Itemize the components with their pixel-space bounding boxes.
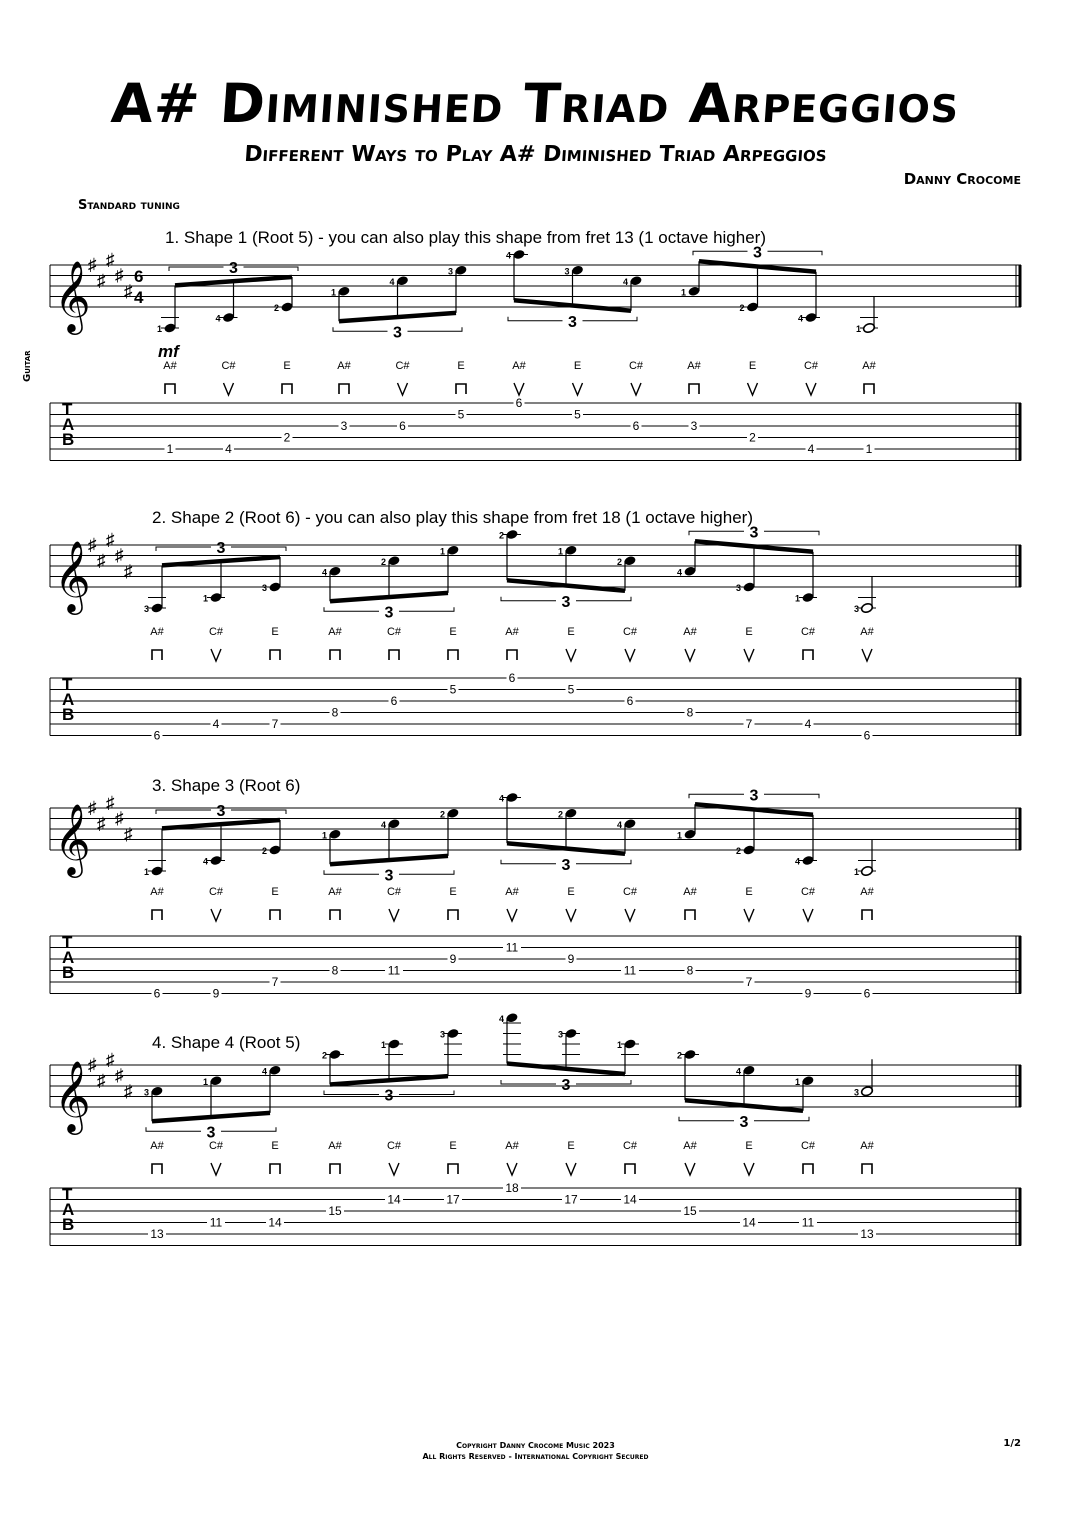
note-name: A# [337, 360, 351, 372]
downstroke-icon [689, 384, 699, 394]
triplet-number: 3 [749, 787, 759, 805]
finger-number: 1 [677, 830, 683, 841]
downstroke-icon [864, 384, 874, 394]
tab-fret-number: 6 [153, 728, 161, 743]
upstroke-icon [224, 383, 234, 395]
finger-number: 3 [440, 1029, 446, 1040]
tab-fret-number: 7 [271, 975, 279, 989]
system-shape-2 [0, 505, 1071, 743]
key-sharp-icon: ♯ [115, 265, 124, 285]
rights-line: All Rights Reserved - International Copyright Secured [422, 1452, 649, 1461]
notes-group [157, 244, 878, 456]
tab-staff [50, 400, 1021, 461]
finger-number: 4 [617, 819, 623, 830]
tab-fret-number: 9 [212, 986, 220, 1001]
note-name: C# [386, 886, 402, 898]
tab-fret-number: 15 [683, 1204, 697, 1218]
triplet-number: 3 [393, 324, 402, 342]
downstroke-icon [803, 650, 813, 660]
note-name: A# [150, 626, 164, 638]
triplet-number: 3 [384, 1087, 394, 1105]
time-sig-bottom: 4 [134, 288, 144, 307]
dynamic-marking: mf [158, 342, 179, 361]
note-name: A# [683, 1140, 697, 1152]
note-name: A# [860, 626, 874, 638]
upstroke-icon [514, 383, 524, 395]
upstroke-icon [566, 1163, 576, 1175]
triplet-number: 3 [216, 540, 226, 557]
upstroke-icon [389, 909, 399, 921]
note-name: C# [221, 360, 236, 372]
instrument-label: Guitar [22, 350, 33, 382]
note-name: E [283, 360, 291, 372]
finger-number: 1 [322, 830, 328, 841]
downstroke-icon [270, 1164, 280, 1174]
finger-number: 3 [144, 1087, 150, 1098]
upstroke-icon [398, 383, 408, 395]
note-name: E [457, 360, 465, 372]
note-name: E [745, 626, 753, 638]
note-name: E [573, 360, 582, 372]
upstroke-icon [803, 909, 813, 921]
note-name: C# [395, 360, 410, 372]
upstroke-icon [389, 1163, 399, 1175]
note-name: E [449, 626, 457, 638]
tab-fret-number: 8 [686, 705, 694, 720]
tab-clef-letter: B [62, 1215, 75, 1234]
triplet-number: 3 [384, 604, 394, 622]
treble-clef-icon: 𝄞 [54, 542, 91, 611]
tab-fret-number: 18 [505, 1181, 519, 1195]
tab-fret-number: 11 [801, 1215, 815, 1230]
downstroke-icon [862, 1164, 872, 1174]
finger-number: 2 [440, 809, 446, 820]
tab-fret-number: 6 [863, 986, 871, 1001]
tab-staff [50, 933, 1021, 994]
note-name: E [567, 1140, 575, 1152]
triplet-number: 3 [753, 244, 762, 262]
note-name: A# [505, 626, 519, 638]
tab-fret-number: 9 [449, 952, 457, 966]
tab-fret-number: 4 [212, 717, 220, 731]
downstroke-icon [507, 650, 517, 660]
upstroke-icon [625, 909, 635, 921]
note-name: C# [386, 1140, 402, 1152]
upstroke-icon [806, 383, 816, 395]
tab-fret-number: 5 [449, 682, 457, 697]
note-name: E [271, 1140, 279, 1152]
downstroke-icon [389, 650, 399, 660]
upstroke-icon [744, 1163, 754, 1175]
note-name: C# [208, 886, 224, 898]
note-name: C# [622, 1140, 638, 1152]
tab-fret-number: 4 [804, 717, 812, 731]
finger-number: 4 [677, 567, 683, 578]
triplet-number: 3 [229, 260, 238, 277]
tab-fret-number: 9 [567, 952, 575, 966]
tab-clef-letter: A [62, 1200, 75, 1219]
tab-fret-number: 14 [268, 1215, 282, 1230]
system-shape-3 [0, 773, 1071, 1001]
note-name: E [449, 1140, 457, 1152]
tab-fret-number: 3 [340, 419, 348, 433]
tab-fret-number: 8 [331, 963, 339, 978]
upstroke-icon [211, 649, 221, 661]
downstroke-icon [456, 384, 466, 394]
finger-number: 1 [440, 546, 446, 557]
downstroke-icon [330, 650, 340, 660]
tab-clef-letter: T [62, 400, 73, 419]
tab-clef-letter: A [62, 948, 75, 967]
note-name: E [748, 360, 757, 372]
finger-number: 1 [795, 593, 801, 604]
tab-clef-letter: T [62, 675, 73, 694]
finger-number: 2 [739, 303, 745, 313]
tab-fret-number: 13 [860, 1227, 874, 1241]
note-name: A# [862, 360, 876, 372]
triplet-number: 3 [561, 593, 571, 611]
notation-svg [0, 505, 1071, 743]
tab-clef-letter: A [62, 690, 75, 709]
downstroke-icon [448, 1164, 458, 1174]
upstroke-icon [507, 1163, 517, 1175]
key-sharp-icon: ♯ [88, 1055, 97, 1074]
downstroke-icon [330, 1164, 340, 1174]
note-name: C# [800, 626, 816, 638]
key-sharp-icon: ♯ [97, 1070, 106, 1090]
note-name: A# [683, 886, 697, 898]
tab-fret-number: 13 [150, 1227, 164, 1241]
note-name: E [271, 886, 279, 898]
finger-number: 1 [558, 546, 564, 557]
note-name: C# [628, 360, 644, 372]
finger-number: 2 [617, 556, 623, 567]
composer-name: Danny Crocome [903, 170, 1021, 188]
finger-number: 4 [215, 313, 221, 324]
finger-number: 4 [203, 856, 209, 867]
key-sharp-icon: ♯ [115, 1065, 124, 1085]
upstroke-icon [211, 909, 221, 921]
finger-number: 3 [262, 583, 268, 593]
tab-fret-number: 6 [390, 694, 398, 708]
note-name: E [567, 886, 575, 898]
note-name: C# [622, 626, 638, 638]
key-sharp-icon: ♯ [124, 281, 133, 301]
finger-number: 4 [506, 250, 512, 261]
upstroke-icon [507, 909, 517, 921]
upstroke-icon [631, 383, 641, 395]
upstroke-icon [566, 909, 576, 921]
finger-number: 4 [795, 856, 801, 867]
downstroke-icon [862, 910, 872, 920]
downstroke-icon [282, 384, 292, 394]
finger-number: 4 [499, 793, 505, 804]
notation-svg [0, 225, 1071, 470]
notation-svg [0, 773, 1071, 1001]
tab-fret-number: 14 [623, 1192, 637, 1207]
tab-fret-number: 4 [225, 442, 232, 456]
note-name: A# [505, 886, 519, 898]
upstroke-icon [566, 649, 576, 661]
note-name: E [745, 886, 753, 898]
note-name: C# [622, 886, 638, 898]
finger-number: 3 [854, 1087, 860, 1098]
key-sharp-icon: ♯ [124, 824, 133, 844]
key-sharp-icon: ♯ [106, 529, 115, 549]
finger-number: 2 [499, 530, 505, 541]
tab-fret-number: 11 [505, 940, 519, 955]
key-sharp-icon: ♯ [97, 813, 106, 833]
finger-number: 4 [736, 1066, 742, 1077]
key-sharp-icon: ♯ [106, 792, 115, 812]
finger-number: 2 [274, 303, 280, 313]
key-sharp-icon: ♯ [115, 808, 124, 828]
downstroke-icon [152, 910, 162, 920]
finger-number: 3 [144, 604, 150, 614]
key-sharp-icon: ♯ [106, 1049, 115, 1069]
finger-number: 1 [854, 867, 860, 877]
finger-number: 2 [558, 809, 564, 820]
finger-number: 1 [144, 867, 150, 877]
tab-fret-number: 8 [686, 963, 694, 978]
finger-number: 2 [322, 1050, 328, 1061]
tab-fret-number: 2 [283, 430, 291, 445]
note-name: A# [860, 886, 874, 898]
music-staff [50, 250, 1021, 335]
downstroke-icon [152, 650, 162, 660]
finger-number: 1 [681, 287, 687, 298]
upstroke-icon [685, 1163, 695, 1175]
tab-fret-number: 9 [804, 986, 812, 1001]
downstroke-icon [270, 650, 280, 660]
finger-number: 3 [558, 1029, 564, 1040]
note-name: E [567, 626, 575, 638]
shape-label: 2. Shape 2 (Root 6) - you can also play this shape from fret 18 (1 octave higher) [152, 508, 753, 527]
tab-fret-number: 6 [863, 728, 871, 743]
note-name: A# [150, 886, 164, 898]
finger-number: 1 [203, 1076, 209, 1087]
tab-fret-number: 2 [749, 430, 756, 445]
downstroke-icon [448, 910, 458, 920]
upstroke-icon [748, 383, 758, 395]
key-sharp-icon: ♯ [124, 1081, 133, 1101]
note-name: A# [860, 1140, 874, 1152]
tab-fret-number: 6 [632, 419, 640, 433]
key-sharp-icon: ♯ [97, 270, 106, 290]
finger-number: 1 [617, 1040, 623, 1050]
tab-clef-letter: T [62, 1185, 73, 1204]
footer-copyright [0, 1440, 1071, 1462]
downstroke-icon [152, 1164, 162, 1174]
tab-clef-letter: B [62, 430, 75, 449]
tab-fret-number: 7 [271, 717, 279, 731]
triplet-number: 3 [384, 867, 394, 885]
downstroke-icon [685, 910, 695, 920]
note-name: A# [512, 360, 526, 372]
note-name: E [449, 886, 457, 898]
downstroke-icon [803, 1164, 813, 1174]
key-sharp-icon: ♯ [106, 249, 115, 269]
tab-clef-letter: T [62, 933, 73, 952]
tab-fret-number: 6 [153, 986, 161, 1001]
tab-fret-number: 7 [745, 975, 753, 989]
triplet-number: 3 [561, 856, 571, 874]
finger-number: 4 [623, 276, 629, 287]
tab-clef-letter: B [62, 705, 75, 724]
upstroke-icon [573, 383, 583, 395]
note-name: C# [800, 886, 816, 898]
shape-label: 1. Shape 1 (Root 5) - you can also play this shape from fret 13 (1 octave higher) [165, 228, 766, 247]
triplet-number: 3 [749, 524, 759, 542]
tab-fret-number: 14 [742, 1215, 756, 1230]
tab-fret-number: 5 [574, 407, 581, 422]
note-name: A# [683, 626, 697, 638]
upstroke-icon [211, 1163, 221, 1175]
upstroke-icon [862, 649, 872, 661]
triplet-number: 3 [568, 313, 577, 331]
system-shape-1 [0, 225, 1071, 470]
finger-number: 4 [389, 276, 395, 287]
treble-clef-icon: 𝄞 [54, 1062, 91, 1131]
tab-fret-number: 7 [745, 717, 753, 731]
finger-number: 3 [854, 604, 860, 614]
finger-number: 3 [564, 266, 570, 277]
note-name: E [745, 1140, 753, 1152]
finger-number: 2 [677, 1050, 683, 1061]
key-sharp-icon: ♯ [88, 535, 97, 554]
downstroke-icon [270, 910, 280, 920]
finger-number: 4 [262, 1066, 268, 1077]
finger-number: 4 [798, 313, 804, 324]
music-staff [50, 1050, 1021, 1135]
tab-clef-letter: A [62, 415, 75, 434]
tab-fret-number: 5 [567, 682, 575, 697]
triplet-number: 3 [216, 803, 226, 820]
finger-number: 1 [795, 1076, 801, 1087]
notes-group [144, 787, 876, 1000]
finger-number: 4 [322, 567, 328, 578]
finger-number: 2 [262, 846, 268, 856]
tab-fret-number: 11 [623, 963, 637, 978]
note-name: C# [208, 1140, 224, 1152]
key-sharp-icon: ♯ [124, 561, 133, 581]
upstroke-icon [744, 649, 754, 661]
tab-fret-number: 11 [387, 963, 401, 978]
tab-staff [50, 675, 1021, 736]
tab-fret-number: 8 [331, 705, 339, 720]
key-sharp-icon: ♯ [88, 255, 97, 274]
tab-fret-number: 6 [626, 694, 634, 708]
key-sharp-icon: ♯ [115, 545, 124, 565]
note-name: C# [208, 626, 224, 638]
finger-number: 2 [381, 556, 387, 567]
tuning-label: Standard tuning [78, 198, 180, 213]
note-name: C# [803, 360, 819, 372]
tab-clef-letter: B [62, 963, 75, 982]
music-staff [50, 793, 1021, 878]
note-name: A# [328, 886, 342, 898]
triplet-number: 3 [561, 1077, 571, 1094]
tab-fret-number: 3 [690, 419, 698, 433]
upstroke-icon [744, 909, 754, 921]
downstroke-icon [448, 650, 458, 660]
tab-fret-number: 6 [508, 671, 516, 685]
triplet-number: 3 [739, 1113, 749, 1131]
finger-number: 3 [448, 266, 454, 277]
tab-fret-number: 6 [515, 396, 523, 410]
finger-number: 1 [856, 324, 862, 334]
tab-fret-number: 17 [564, 1192, 578, 1207]
note-name: A# [328, 626, 342, 638]
tab-fret-number: 14 [387, 1192, 401, 1207]
treble-clef-icon: 𝄞 [54, 262, 91, 331]
tab-fret-number: 1 [166, 442, 174, 456]
shape-label: 4. Shape 4 (Root 5) [152, 1033, 301, 1052]
downstroke-icon [330, 910, 340, 920]
notes-group [144, 524, 876, 742]
key-sharp-icon: ♯ [97, 550, 106, 570]
tab-fret-number: 4 [807, 442, 815, 456]
page-title: A# Diminished Triad Arpeggios [109, 72, 962, 135]
tab-fret-number: 17 [446, 1192, 460, 1207]
treble-clef-icon: 𝄞 [54, 805, 91, 874]
finger-number: 1 [157, 324, 163, 334]
downstroke-icon [625, 1164, 635, 1174]
page-number: 1/2 [1003, 1438, 1021, 1449]
tab-fret-number: 1 [865, 442, 873, 456]
note-name: C# [386, 626, 402, 638]
tab-fret-number: 5 [457, 407, 465, 422]
finger-number: 1 [381, 1040, 387, 1050]
note-name: A# [687, 360, 701, 372]
finger-number: 3 [736, 583, 742, 593]
notation-svg [0, 1013, 1071, 1255]
shape-label: 3. Shape 3 (Root 6) [152, 776, 301, 795]
finger-number: 1 [331, 287, 337, 298]
triplet-number: 3 [206, 1124, 216, 1142]
upstroke-icon [625, 649, 635, 661]
finger-number: 1 [203, 593, 209, 604]
tab-fret-number: 6 [399, 419, 406, 433]
finger-number: 4 [499, 1013, 505, 1024]
note-name: A# [150, 1140, 164, 1152]
downstroke-icon [165, 384, 175, 394]
note-name: C# [800, 1140, 816, 1152]
downstroke-icon [339, 384, 349, 394]
time-sig-top: 6 [134, 267, 144, 286]
note-name: A# [505, 1140, 519, 1152]
music-staff [50, 530, 1021, 615]
tab-fret-number: 15 [328, 1204, 342, 1218]
system-shape-4 [0, 1013, 1071, 1255]
finger-number: 4 [381, 819, 387, 830]
copyright-line: Copyright Danny Crocome Music 2023 [456, 1441, 615, 1450]
page-subtitle: Different Ways to Play A# Diminished Triad Arpeggios [243, 142, 828, 167]
tab-fret-number: 11 [209, 1215, 223, 1230]
note-name: E [271, 626, 279, 638]
finger-number: 2 [736, 846, 742, 856]
key-sharp-icon: ♯ [88, 798, 97, 817]
note-name: A# [163, 360, 177, 372]
upstroke-icon [685, 649, 695, 661]
note-name: A# [328, 1140, 342, 1152]
